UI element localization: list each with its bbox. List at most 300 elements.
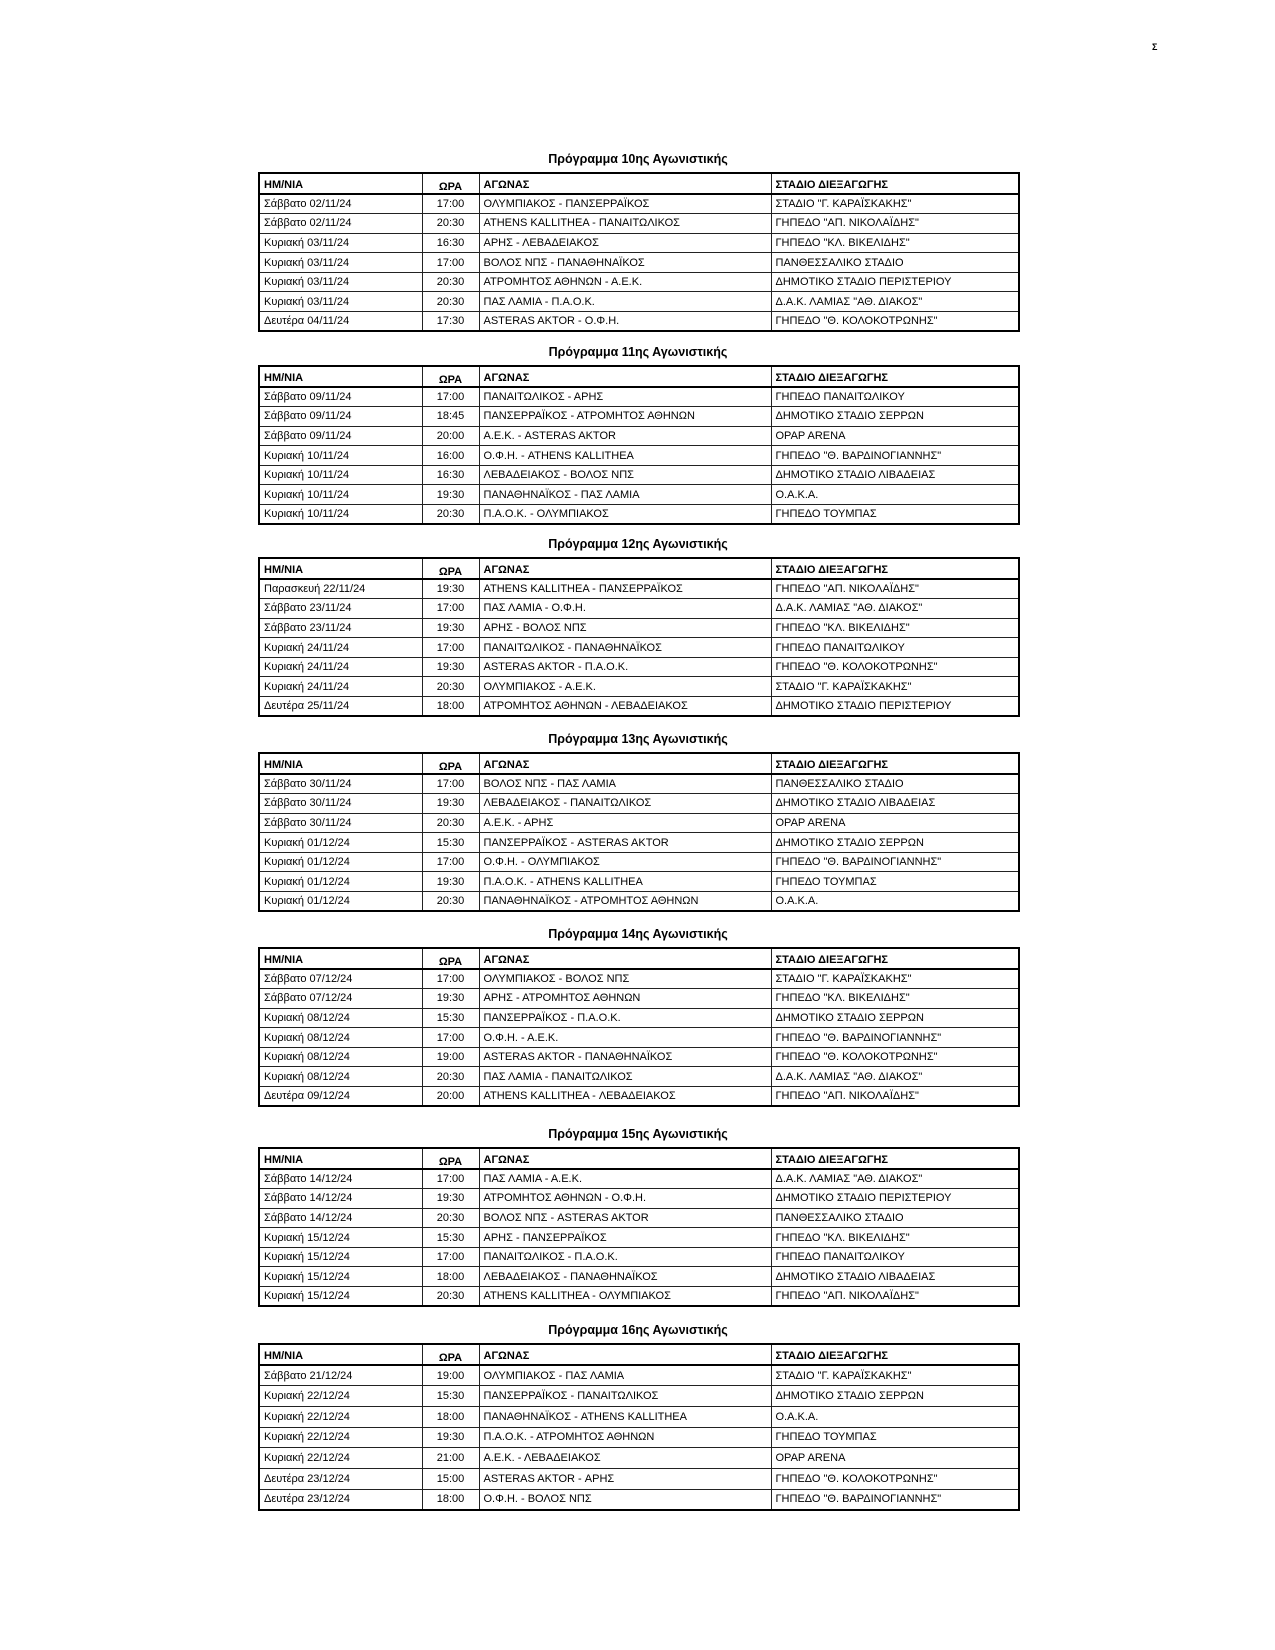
fixtures-body [259,387,1019,524]
fixture-row [259,872,1019,892]
time-cell: 17:00 [422,1169,479,1189]
fixture-row [259,579,1019,599]
fixture-row [259,233,1019,253]
time-cell: 16:30 [422,233,479,253]
time-cell: 18:00 [422,697,479,717]
col-header-time: ΩΡΑ [422,1344,479,1365]
match-cell: ΠΑΣ ΛΑΜΙΑ - Π.Α.Ο.Κ. [479,292,771,312]
fixture-row [259,387,1019,407]
match-cell: ΠΑΝΑΙΤΩΛΙΚΟΣ - Π.Α.Ο.Κ. [479,1247,771,1267]
venue-cell: Ο.Α.Κ.Α. [771,485,1019,505]
col-header-date: ΗΜ/ΝΙΑ [259,366,422,387]
venue-cell: ΓΗΠΕΔΟ "ΑΠ. ΝΙΚΟΛΑΪΔΗΣ" [771,579,1019,599]
fixture-row [259,1386,1019,1407]
col-header-match: ΑΓΩΝΑΣ [479,173,771,194]
fixture-row [259,1189,1019,1209]
time-cell: 19:30 [422,989,479,1009]
date-cell: Δευτέρα 25/11/24 [259,697,422,717]
date-cell: Κυριακή 01/12/24 [259,833,422,853]
fixture-row [259,194,1019,214]
venue-cell: ΓΗΠΕΔΟ "Θ. ΒΑΡΔΙΝΟΓΙΑΝΝΗΣ" [771,446,1019,466]
round-section [258,345,1018,525]
venue-cell: ΓΗΠΕΔΟ "ΑΠ. ΝΙΚΟΛΑΪΔΗΣ" [771,1287,1019,1307]
venue-cell: OPAP ARENA [771,426,1019,446]
round-title: Πρόγραμμα 12ης Αγωνιστικής [548,537,728,551]
match-cell: ΠΑΝΑΙΤΩΛΙΚΟΣ - ΑΡΗΣ [479,387,771,407]
date-cell: Παρασκευή 22/11/24 [259,579,422,599]
date-cell: Σάββατο 30/11/24 [259,774,422,794]
fixture-row [259,1087,1019,1107]
fixture-row [259,1208,1019,1228]
venue-cell: ΠΑΝΘΕΣΣΑΛΙΚΟ ΣΤΑΔΙΟ [771,253,1019,273]
date-cell: Κυριακή 01/12/24 [259,852,422,872]
fixture-row [259,272,1019,292]
match-cell: ΟΛΥΜΠΙΑΚΟΣ - ΠΑΝΣΕΡΡΑΪΚΟΣ [479,194,771,214]
fixture-row [259,1406,1019,1427]
time-cell: 20:30 [422,677,479,697]
date-cell: Σάββατο 30/11/24 [259,813,422,833]
round-section [258,537,1018,717]
date-cell: Κυριακή 15/12/24 [259,1228,422,1248]
date-cell: Σάββατο 14/12/24 [259,1169,422,1189]
fixture-row [259,813,1019,833]
venue-cell: ΣΤΑΔΙΟ "Γ. ΚΑΡΑΪΣΚΑΚΗΣ" [771,1365,1019,1386]
col-header-date: ΗΜ/ΝΙΑ [259,753,422,774]
venue-cell: ΣΤΑΔΙΟ "Γ. ΚΑΡΑΪΣΚΑΚΗΣ" [771,969,1019,989]
time-cell: 21:00 [422,1448,479,1469]
match-cell: ΠΑΝΣΕΡΡΑΪΚΟΣ - ASTERAS AKTOR [479,833,771,853]
match-cell: Α.Ε.Κ. - ΛΕΒΑΔΕΙΑΚΟΣ [479,1448,771,1469]
match-cell: ΛΕΒΑΔΕΙΑΚΟΣ - ΠΑΝΑΙΤΩΛΙΚΟΣ [479,794,771,814]
round-title: Πρόγραμμα 14ης Αγωνιστικής [548,927,728,941]
col-header-date: ΗΜ/ΝΙΑ [259,558,422,579]
fixture-row [259,1365,1019,1386]
col-header-venue: ΣΤΑΔΙΟ ΔΙΕΞΑΓΩΓΗΣ [771,753,1019,774]
fixture-row [259,599,1019,619]
time-cell: 15:30 [422,1386,479,1407]
date-cell: Κυριακή 22/12/24 [259,1427,422,1448]
date-cell: Κυριακή 08/12/24 [259,1028,422,1048]
time-cell: 17:00 [422,638,479,658]
col-header-match: ΑΓΩΝΑΣ [479,753,771,774]
venue-cell: ΓΗΠΕΔΟ ΠΑΝΑΙΤΩΛΙΚΟΥ [771,387,1019,407]
header-row [259,948,1019,969]
match-cell: Ο.Φ.Η. - ΒΟΛΟΣ ΝΠΣ [479,1489,771,1510]
venue-cell: Δ.Α.Κ. ΛΑΜΙΑΣ "ΑΘ. ΔΙΑΚΟΣ" [771,1169,1019,1189]
time-cell: 17:00 [422,852,479,872]
fixture-row [259,426,1019,446]
match-cell: ΠΑΝΑΙΤΩΛΙΚΟΣ - ΠΑΝΑΘΗΝΑΪΚΟΣ [479,638,771,658]
date-cell: Σάββατο 02/11/24 [259,194,422,214]
col-header-time: ΩΡΑ [422,948,479,969]
fixture-row [259,677,1019,697]
date-cell: Κυριακή 10/11/24 [259,485,422,505]
fixtures-table [258,365,1020,525]
fixture-row [259,214,1019,234]
date-cell: Σάββατο 09/11/24 [259,407,422,427]
header-row [259,558,1019,579]
fixtures-table [258,752,1020,912]
venue-cell: ΔΗΜΟΤΙΚΟ ΣΤΑΔΙΟ ΛΙΒΑΔΕΙΑΣ [771,794,1019,814]
fixtures-body [259,194,1019,331]
fixture-row [259,852,1019,872]
time-cell: 20:30 [422,1208,479,1228]
venue-cell: ΓΗΠΕΔΟ ΠΑΝΑΙΤΩΛΙΚΟΥ [771,638,1019,658]
date-cell: Κυριακή 03/11/24 [259,292,422,312]
date-cell: Σάββατο 14/12/24 [259,1189,422,1209]
time-cell: 20:00 [422,1087,479,1107]
page-corner-mark: Σ [1152,42,1158,52]
date-cell: Σάββατο 23/11/24 [259,599,422,619]
date-cell: Κυριακή 24/11/24 [259,677,422,697]
time-cell: 19:30 [422,579,479,599]
time-cell: 18:00 [422,1489,479,1510]
date-cell: Σάββατο 02/11/24 [259,214,422,234]
match-cell: ATHENS KALLITHEA - ΟΛΥΜΠΙΑΚΟΣ [479,1287,771,1307]
venue-cell: ΔΗΜΟΤΙΚΟ ΣΤΑΔΙΟ ΠΕΡΙΣΤΕΡΙΟΥ [771,697,1019,717]
match-cell: ΑΤΡΟΜΗΤΟΣ ΑΘΗΝΩΝ - Α.Ε.Κ. [479,272,771,292]
col-header-date: ΗΜ/ΝΙΑ [259,1148,422,1169]
round-title: Πρόγραμμα 10ης Αγωνιστικής [548,152,728,166]
fixtures-table [258,947,1020,1107]
time-cell: 19:30 [422,618,479,638]
time-cell: 19:30 [422,657,479,677]
time-cell: 20:30 [422,1067,479,1087]
venue-cell: ΓΗΠΕΔΟ ΤΟΥΜΠΑΣ [771,505,1019,525]
match-cell: ΑΡΗΣ - ΛΕΒΑΔΕΙΑΚΟΣ [479,233,771,253]
venue-cell: ΓΗΠΕΔΟ ΠΑΝΑΙΤΩΛΙΚΟΥ [771,1247,1019,1267]
col-header-time: ΩΡΑ [422,366,479,387]
venue-cell: ΣΤΑΔΙΟ "Γ. ΚΑΡΑΪΣΚΑΚΗΣ" [771,194,1019,214]
date-cell: Σάββατο 21/12/24 [259,1365,422,1386]
fixture-row [259,1047,1019,1067]
col-header-time: ΩΡΑ [422,558,479,579]
fixture-row [259,618,1019,638]
fixtures-table [258,172,1020,332]
match-cell: Α.Ε.Κ. - ASTERAS AKTOR [479,426,771,446]
match-cell: ΑΤΡΟΜΗΤΟΣ ΑΘΗΝΩΝ - Ο.Φ.Η. [479,1189,771,1209]
date-cell: Σάββατο 07/12/24 [259,989,422,1009]
fixture-row [259,657,1019,677]
match-cell: ΠΑΝΑΘΗΝΑΪΚΟΣ - ΑΤΡΟΜΗΤΟΣ ΑΘΗΝΩΝ [479,892,771,912]
venue-cell: ΓΗΠΕΔΟ "Θ. ΚΟΛΟΚΟΤΡΩΝΗΣ" [771,1468,1019,1489]
fixture-row [259,1267,1019,1287]
match-cell: ΠΑΝΣΕΡΡΑΪΚΟΣ - Π.Α.Ο.Κ. [479,1008,771,1028]
match-cell: ATHENS KALLITHEA - ΠΑΝΣΕΡΡΑΪΚΟΣ [479,579,771,599]
match-cell: ΛΕΒΑΔΕΙΑΚΟΣ - ΠΑΝΑΘΗΝΑΪΚΟΣ [479,1267,771,1287]
venue-cell: ΓΗΠΕΔΟ "Θ. ΚΟΛΟΚΟΤΡΩΝΗΣ" [771,657,1019,677]
fixture-row [259,1169,1019,1189]
fixture-row [259,485,1019,505]
match-cell: ATHENS KALLITHEA - ΛΕΒΑΔΕΙΑΚΟΣ [479,1087,771,1107]
venue-cell: ΓΗΠΕΔΟ "Θ. ΒΑΡΔΙΝΟΓΙΑΝΝΗΣ" [771,1028,1019,1048]
venue-cell: ΔΗΜΟΤΙΚΟ ΣΤΑΔΙΟ ΣΕΡΡΩΝ [771,833,1019,853]
col-header-match: ΑΓΩΝΑΣ [479,1344,771,1365]
round-title: Πρόγραμμα 13ης Αγωνιστικής [548,732,728,746]
col-header-time: ΩΡΑ [422,173,479,194]
date-cell: Κυριακή 10/11/24 [259,446,422,466]
time-cell: 17:00 [422,194,479,214]
time-cell: 19:30 [422,872,479,892]
venue-cell: OPAP ARENA [771,1448,1019,1469]
time-cell: 17:00 [422,599,479,619]
match-cell: ΟΛΥΜΠΙΑΚΟΣ - ΒΟΛΟΣ ΝΠΣ [479,969,771,989]
time-cell: 19:00 [422,1047,479,1067]
match-cell: Ο.Φ.Η. - ΟΛΥΜΠΙΑΚΟΣ [479,852,771,872]
col-header-time: ΩΡΑ [422,1148,479,1169]
date-cell: Δευτέρα 09/12/24 [259,1087,422,1107]
venue-cell: ΔΗΜΟΤΙΚΟ ΣΤΑΔΙΟ ΠΕΡΙΣΤΕΡΙΟΥ [771,272,1019,292]
venue-cell: ΔΗΜΟΤΙΚΟ ΣΤΑΔΙΟ ΣΕΡΡΩΝ [771,407,1019,427]
col-header-match: ΑΓΩΝΑΣ [479,948,771,969]
round-section [258,732,1018,912]
fixture-row [259,446,1019,466]
fixture-row [259,292,1019,312]
fixture-row [259,1247,1019,1267]
date-cell: Κυριακή 03/11/24 [259,233,422,253]
round-title: Πρόγραμμα 16ης Αγωνιστικής [548,1323,728,1337]
date-cell: Κυριακή 10/11/24 [259,505,422,525]
col-header-match: ΑΓΩΝΑΣ [479,558,771,579]
time-cell: 20:30 [422,272,479,292]
date-cell: Σάββατο 07/12/24 [259,969,422,989]
fixture-row [259,989,1019,1009]
venue-cell: ΓΗΠΕΔΟ "ΚΛ. ΒΙΚΕΛΙΔΗΣ" [771,1228,1019,1248]
match-cell: ΠΑΝΣΕΡΡΑΪΚΟΣ - ΠΑΝΑΙΤΩΛΙΚΟΣ [479,1386,771,1407]
time-cell: 18:45 [422,407,479,427]
venue-cell: ΓΗΠΕΔΟ "ΚΛ. ΒΙΚΕΛΙΔΗΣ" [771,989,1019,1009]
date-cell: Κυριακή 03/11/24 [259,272,422,292]
fixtures-table [258,1147,1020,1307]
time-cell: 18:00 [422,1267,479,1287]
fixture-row [259,638,1019,658]
match-cell: ATHENS KALLITHEA - ΠΑΝΑΙΤΩΛΙΚΟΣ [479,214,771,234]
time-cell: 15:30 [422,1228,479,1248]
time-cell: 20:30 [422,1287,479,1307]
header-row [259,753,1019,774]
round-section [258,1127,1018,1307]
venue-cell: ΓΗΠΕΔΟ "ΑΠ. ΝΙΚΟΛΑΪΔΗΣ" [771,214,1019,234]
time-cell: 19:30 [422,1189,479,1209]
match-cell: ΟΛΥΜΠΙΑΚΟΣ - Α.Ε.Κ. [479,677,771,697]
header-row [259,173,1019,194]
match-cell: Ο.Φ.Η. - ATHENS KALLITHEA [479,446,771,466]
venue-cell: ΓΗΠΕΔΟ "Θ. ΚΟΛΟΚΟΤΡΩΝΗΣ" [771,312,1019,332]
date-cell: Δευτέρα 04/11/24 [259,312,422,332]
fixtures-body [259,774,1019,911]
fixture-row [259,1067,1019,1087]
col-header-venue: ΣΤΑΔΙΟ ΔΙΕΞΑΓΩΓΗΣ [771,558,1019,579]
date-cell: Κυριακή 24/11/24 [259,638,422,658]
date-cell: Σάββατο 14/12/24 [259,1208,422,1228]
match-cell: ΑΤΡΟΜΗΤΟΣ ΑΘΗΝΩΝ - ΛΕΒΑΔΕΙΑΚΟΣ [479,697,771,717]
match-cell: ΒΟΛΟΣ ΝΠΣ - ASTERAS AKTOR [479,1208,771,1228]
fixture-row [259,794,1019,814]
match-cell: Ο.Φ.Η. - Α.Ε.Κ. [479,1028,771,1048]
col-header-time: ΩΡΑ [422,753,479,774]
fixture-row [259,1468,1019,1489]
header-row [259,1148,1019,1169]
fixture-row [259,253,1019,273]
col-header-venue: ΣΤΑΔΙΟ ΔΙΕΞΑΓΩΓΗΣ [771,1148,1019,1169]
header-row [259,1344,1019,1365]
match-cell: ΠΑΝΣΕΡΡΑΪΚΟΣ - ΑΤΡΟΜΗΤΟΣ ΑΘΗΝΩΝ [479,407,771,427]
date-cell: Δευτέρα 23/12/24 [259,1489,422,1510]
fixture-row [259,312,1019,332]
match-cell: ΒΟΛΟΣ ΝΠΣ - ΠΑΝΑΘΗΝΑΪΚΟΣ [479,253,771,273]
round-section [258,1323,1018,1511]
fixture-row [259,465,1019,485]
time-cell: 17:00 [422,387,479,407]
fixture-row [259,1489,1019,1510]
match-cell: ΠΑΣ ΛΑΜΙΑ - ΠΑΝΑΙΤΩΛΙΚΟΣ [479,1067,771,1087]
round-title: Πρόγραμμα 15ης Αγωνιστικής [548,1127,728,1141]
match-cell: Π.Α.Ο.Κ. - ΑΤΡΟΜΗΤΟΣ ΑΘΗΝΩΝ [479,1427,771,1448]
match-cell: ΑΡΗΣ - ΒΟΛΟΣ ΝΠΣ [479,618,771,638]
match-cell: Π.Α.Ο.Κ. - ΟΛΥΜΠΙΑΚΟΣ [479,505,771,525]
date-cell: Κυριακή 22/12/24 [259,1448,422,1469]
time-cell: 20:30 [422,292,479,312]
date-cell: Κυριακή 01/12/24 [259,892,422,912]
time-cell: 20:30 [422,892,479,912]
match-cell: ΑΡΗΣ - ΑΤΡΟΜΗΤΟΣ ΑΘΗΝΩΝ [479,989,771,1009]
date-cell: Κυριακή 08/12/24 [259,1047,422,1067]
fixtures-table [258,557,1020,717]
match-cell: ΠΑΣ ΛΑΜΙΑ - Α.Ε.Κ. [479,1169,771,1189]
fixture-row [259,1028,1019,1048]
date-cell: Σάββατο 23/11/24 [259,618,422,638]
col-header-date: ΗΜ/ΝΙΑ [259,173,422,194]
round-section [258,927,1018,1107]
venue-cell: Δ.Α.Κ. ΛΑΜΙΑΣ "ΑΘ. ΔΙΑΚΟΣ" [771,1067,1019,1087]
venue-cell: ΓΗΠΕΔΟ "ΚΛ. ΒΙΚΕΛΙΔΗΣ" [771,233,1019,253]
fixture-row [259,892,1019,912]
match-cell: ΠΑΝΑΘΗΝΑΪΚΟΣ - ΠΑΣ ΛΑΜΙΑ [479,485,771,505]
venue-cell: ΓΗΠΕΔΟ "Θ. ΒΑΡΔΙΝΟΓΙΑΝΝΗΣ" [771,852,1019,872]
time-cell: 19:30 [422,1427,479,1448]
match-cell: ASTERAS AKTOR - ΑΡΗΣ [479,1468,771,1489]
date-cell: Κυριακή 01/12/24 [259,872,422,892]
date-cell: Κυριακή 10/11/24 [259,465,422,485]
time-cell: 18:00 [422,1406,479,1427]
venue-cell: ΔΗΜΟΤΙΚΟ ΣΤΑΔΙΟ ΣΕΡΡΩΝ [771,1008,1019,1028]
match-cell: ΑΡΗΣ - ΠΑΝΣΕΡΡΑΪΚΟΣ [479,1228,771,1248]
fixture-row [259,1287,1019,1307]
venue-cell: ΓΗΠΕΔΟ "Θ. ΒΑΡΔΙΝΟΓΙΑΝΝΗΣ" [771,1489,1019,1510]
time-cell: 17:00 [422,969,479,989]
fixture-row [259,833,1019,853]
fixtures-body [259,1169,1019,1306]
time-cell: 19:00 [422,1365,479,1386]
date-cell: Κυριακή 22/12/24 [259,1386,422,1407]
fixture-row [259,697,1019,717]
fixture-row [259,1427,1019,1448]
venue-cell: Ο.Α.Κ.Α. [771,892,1019,912]
col-header-match: ΑΓΩΝΑΣ [479,1148,771,1169]
fixtures-body [259,969,1019,1106]
match-cell: ΛΕΒΑΔΕΙΑΚΟΣ - ΒΟΛΟΣ ΝΠΣ [479,465,771,485]
venue-cell: Δ.Α.Κ. ΛΑΜΙΑΣ "ΑΘ. ΔΙΑΚΟΣ" [771,292,1019,312]
date-cell: Κυριακή 15/12/24 [259,1267,422,1287]
fixtures-table [258,1343,1020,1511]
venue-cell: ΓΗΠΕΔΟ ΤΟΥΜΠΑΣ [771,1427,1019,1448]
time-cell: 17:00 [422,774,479,794]
fixture-row [259,1448,1019,1469]
match-cell: ASTERAS AKTOR - Π.Α.Ο.Κ. [479,657,771,677]
time-cell: 15:30 [422,833,479,853]
match-cell: ASTERAS AKTOR - ΠΑΝΑΘΗΝΑΪΚΟΣ [479,1047,771,1067]
time-cell: 19:30 [422,485,479,505]
match-cell: ΠΑΝΑΘΗΝΑΪΚΟΣ - ATHENS KALLITHEA [479,1406,771,1427]
venue-cell: ΔΗΜΟΤΙΚΟ ΣΤΑΔΙΟ ΠΕΡΙΣΤΕΡΙΟΥ [771,1189,1019,1209]
date-cell: Κυριακή 24/11/24 [259,657,422,677]
fixture-row [259,505,1019,525]
fixtures-body [259,579,1019,716]
match-cell: ΟΛΥΜΠΙΑΚΟΣ - ΠΑΣ ΛΑΜΙΑ [479,1365,771,1386]
match-cell: Π.Α.Ο.Κ. - ATHENS KALLITHEA [479,872,771,892]
fixture-row [259,774,1019,794]
time-cell: 19:30 [422,794,479,814]
time-cell: 15:00 [422,1468,479,1489]
venue-cell: ΣΤΑΔΙΟ "Γ. ΚΑΡΑΪΣΚΑΚΗΣ" [771,677,1019,697]
venue-cell: ΔΗΜΟΤΙΚΟ ΣΤΑΔΙΟ ΣΕΡΡΩΝ [771,1386,1019,1407]
round-section [258,152,1018,332]
date-cell: Κυριακή 03/11/24 [259,253,422,273]
date-cell: Κυριακή 15/12/24 [259,1247,422,1267]
col-header-venue: ΣΤΑΔΙΟ ΔΙΕΞΑΓΩΓΗΣ [771,948,1019,969]
date-cell: Κυριακή 08/12/24 [259,1067,422,1087]
time-cell: 20:30 [422,813,479,833]
venue-cell: ΓΗΠΕΔΟ "ΑΠ. ΝΙΚΟΛΑΪΔΗΣ" [771,1087,1019,1107]
venue-cell: ΠΑΝΘΕΣΣΑΛΙΚΟ ΣΤΑΔΙΟ [771,774,1019,794]
col-header-venue: ΣΤΑΔΙΟ ΔΙΕΞΑΓΩΓΗΣ [771,366,1019,387]
time-cell: 16:30 [422,465,479,485]
venue-cell: ΔΗΜΟΤΙΚΟ ΣΤΑΔΙΟ ΛΙΒΑΔΕΙΑΣ [771,1267,1019,1287]
date-cell: Σάββατο 30/11/24 [259,794,422,814]
time-cell: 16:00 [422,446,479,466]
col-header-venue: ΣΤΑΔΙΟ ΔΙΕΞΑΓΩΓΗΣ [771,173,1019,194]
col-header-venue: ΣΤΑΔΙΟ ΔΙΕΞΑΓΩΓΗΣ [771,1344,1019,1365]
col-header-date: ΗΜ/ΝΙΑ [259,1344,422,1365]
time-cell: 17:00 [422,253,479,273]
date-cell: Δευτέρα 23/12/24 [259,1468,422,1489]
date-cell: Σάββατο 09/11/24 [259,387,422,407]
venue-cell: Ο.Α.Κ.Α. [771,1406,1019,1427]
match-cell: Α.Ε.Κ. - ΑΡΗΣ [479,813,771,833]
fixture-row [259,407,1019,427]
time-cell: 20:00 [422,426,479,446]
venue-cell: ΔΗΜΟΤΙΚΟ ΣΤΑΔΙΟ ΛΙΒΑΔΕΙΑΣ [771,465,1019,485]
header-row [259,366,1019,387]
fixture-row [259,1008,1019,1028]
venue-cell: ΠΑΝΘΕΣΣΑΛΙΚΟ ΣΤΑΔΙΟ [771,1208,1019,1228]
time-cell: 17:00 [422,1028,479,1048]
date-cell: Κυριακή 15/12/24 [259,1287,422,1307]
fixtures-body [259,1365,1019,1510]
fixture-row [259,969,1019,989]
time-cell: 17:30 [422,312,479,332]
date-cell: Σάββατο 09/11/24 [259,426,422,446]
date-cell: Κυριακή 08/12/24 [259,1008,422,1028]
time-cell: 17:00 [422,1247,479,1267]
venue-cell: Δ.Α.Κ. ΛΑΜΙΑΣ "ΑΘ. ΔΙΑΚΟΣ" [771,599,1019,619]
time-cell: 15:30 [422,1008,479,1028]
col-header-match: ΑΓΩΝΑΣ [479,366,771,387]
venue-cell: OPAP ARENA [771,813,1019,833]
fixture-row [259,1228,1019,1248]
time-cell: 20:30 [422,214,479,234]
venue-cell: ΓΗΠΕΔΟ "Θ. ΚΟΛΟΚΟΤΡΩΝΗΣ" [771,1047,1019,1067]
